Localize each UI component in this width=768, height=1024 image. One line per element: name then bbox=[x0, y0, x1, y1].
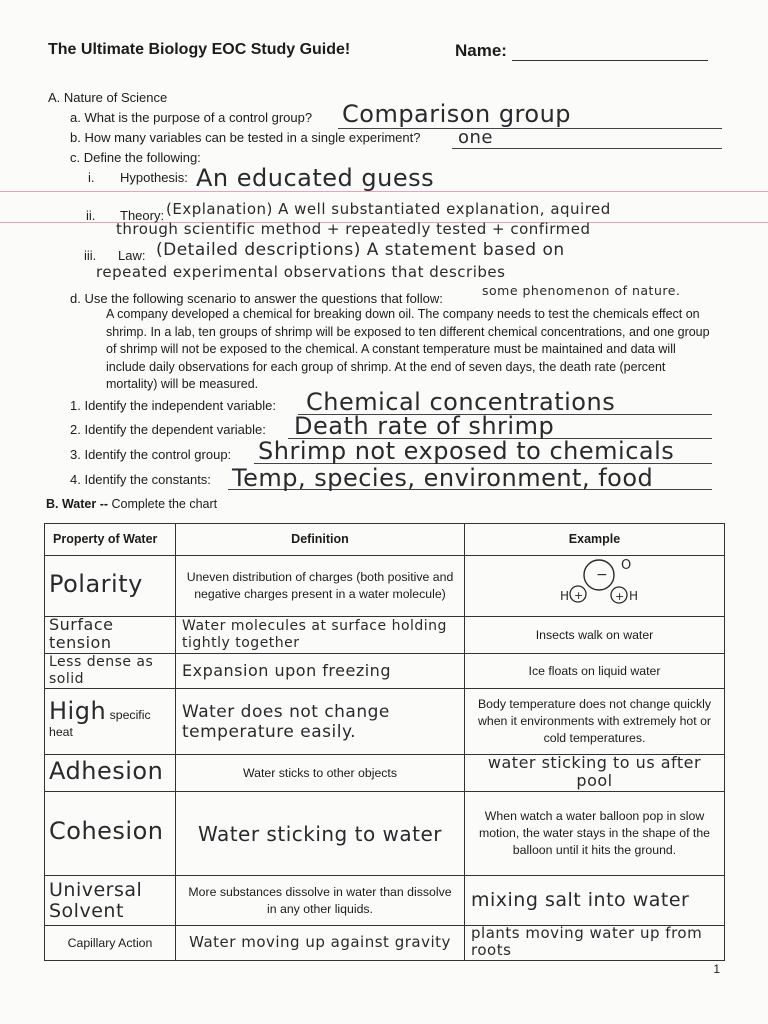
example-cell[interactable] bbox=[465, 926, 725, 961]
section-b-instruction: Complete the chart bbox=[108, 497, 218, 511]
hypothesis-label: Hypothesis: bbox=[120, 170, 188, 185]
question-b: b. How many variables can be tested in a single experiment? bbox=[70, 130, 421, 145]
property-high[interactable]: High bbox=[49, 696, 107, 725]
scenario-paragraph: A company developed a chemical for breaking down oil. The company needs to test the chemicals effect on shrimp. In a lab, ten groups of shrimp will be exposed to ten different chemical concentrations, and one group of shrimp will not be exposed to the chemical. A constant temperature must be maintained and data will include daily observations for each group of shrimp. At the end of seven days, the death rate (percent mortality) will be measured. bbox=[106, 307, 710, 391]
example-universal-solvent[interactable]: mixing salt into water bbox=[471, 889, 690, 911]
question-1: 1. Identify the independent variable: bbox=[70, 398, 276, 413]
name-blank[interactable] bbox=[512, 60, 708, 61]
answer-2[interactable]: Death rate of shrimp bbox=[294, 412, 555, 440]
plus-sign: + bbox=[573, 589, 583, 602]
question-c: c. Define the following: bbox=[70, 150, 201, 165]
hydrogen-label: H bbox=[559, 589, 569, 603]
definition-cell[interactable] bbox=[176, 654, 465, 689]
property-cell[interactable] bbox=[45, 654, 176, 689]
column-header: Example bbox=[465, 524, 725, 556]
hypothesis-answer[interactable]: An educated guess bbox=[196, 164, 435, 192]
law-label: Law: bbox=[118, 248, 146, 263]
property-cell: Capillary Action bbox=[45, 926, 176, 961]
law-answer-3[interactable]: some phenomenon of nature. bbox=[482, 283, 681, 298]
column-header: Property of Water bbox=[45, 524, 176, 556]
table-row bbox=[45, 556, 725, 617]
question-a: a. What is the purpose of a control group? bbox=[70, 110, 313, 125]
property-specific-heat: specific heat bbox=[49, 707, 151, 739]
definition-cell: More substances dissolve in water than dissolve in any other liquids. bbox=[176, 876, 465, 926]
property-cohesion[interactable]: Cohesion bbox=[49, 817, 164, 845]
table-header-row bbox=[45, 524, 725, 556]
example-cell: Body temperature does not change quickly when it environments with extremely hot or cold temperatures. bbox=[465, 689, 725, 755]
property-polarity[interactable]: Polarity bbox=[49, 569, 143, 598]
property-cell[interactable] bbox=[45, 792, 176, 876]
definition-cell: Uneven distribution of charges (both positive and negative charges present in a water molecule) bbox=[176, 556, 465, 617]
table-row bbox=[45, 926, 725, 961]
question-4: 4. Identify the constants: bbox=[70, 472, 211, 487]
example-cell: Ice floats on liquid water bbox=[465, 654, 725, 689]
example-adhesion[interactable]: water sticking to us after pool bbox=[487, 754, 702, 790]
property-cell[interactable] bbox=[45, 617, 176, 654]
property-cell[interactable] bbox=[45, 556, 176, 617]
page-title: The Ultimate Biology EOC Study Guide! bbox=[48, 41, 351, 58]
table-row bbox=[45, 654, 725, 689]
table-row bbox=[45, 689, 725, 755]
column-header: Definition bbox=[176, 524, 465, 556]
example-cell: Insects walk on water bbox=[465, 617, 725, 654]
definition-cell: Water sticks to other objects bbox=[176, 755, 465, 792]
property-less-dense[interactable]: Less dense as solid bbox=[49, 654, 154, 687]
theory-answer-2[interactable]: through scientific method + repeatedly tested + confirmed bbox=[116, 220, 591, 238]
definition-surface-tension[interactable]: Water molecules at surface holding tightly together bbox=[182, 618, 447, 651]
table-row bbox=[45, 792, 725, 876]
definition-capillary[interactable]: Water moving up against gravity bbox=[189, 932, 451, 951]
example-cell[interactable] bbox=[465, 876, 725, 926]
definition-specific-heat[interactable]: Water does not change temperature easily. bbox=[182, 701, 390, 742]
minus-sign: − bbox=[595, 567, 608, 583]
table-row bbox=[45, 755, 725, 792]
definition-cohesion[interactable]: Water sticking to water bbox=[197, 821, 443, 846]
hydrogen-label: H bbox=[628, 589, 638, 603]
property-surface-tension[interactable]: Surface tension bbox=[49, 616, 114, 652]
question-3: 3. Identify the control group: bbox=[70, 447, 232, 462]
property-universal-solvent[interactable]: Universal Solvent bbox=[49, 878, 143, 922]
answer-a[interactable]: Comparison group bbox=[342, 100, 572, 128]
theory-label: Theory: bbox=[120, 208, 165, 223]
table-row bbox=[45, 617, 725, 654]
answer-1[interactable]: Chemical concentrations bbox=[306, 388, 616, 416]
hypothesis-num: i. bbox=[88, 170, 95, 185]
answer-4[interactable]: Temp, species, environment, food bbox=[232, 464, 654, 492]
law-answer-1[interactable]: (Detailed descriptions) A statement based on bbox=[156, 240, 565, 260]
water-properties-table bbox=[44, 523, 725, 961]
law-num: iii. bbox=[84, 248, 97, 263]
answer-line bbox=[452, 148, 722, 149]
theory-answer-1[interactable]: (Explanation) A well substantiated explanation, aquired bbox=[166, 200, 611, 218]
section-b-label: B. Water -- bbox=[46, 497, 109, 511]
oxygen-label: O bbox=[620, 558, 631, 573]
definition-cell[interactable] bbox=[176, 792, 465, 876]
property-cell[interactable] bbox=[45, 689, 176, 755]
definition-cell[interactable] bbox=[176, 689, 465, 755]
example-cell[interactable] bbox=[465, 556, 725, 617]
answer-b[interactable]: one bbox=[458, 127, 493, 148]
section-a-heading: A. Nature of Science bbox=[48, 90, 168, 105]
water-molecule-diagram bbox=[535, 557, 655, 615]
plus-sign: + bbox=[614, 590, 624, 603]
example-capillary[interactable]: plants moving water up from roots bbox=[471, 925, 703, 959]
property-cell[interactable] bbox=[45, 755, 176, 792]
question-2: 2. Identify the dependent variable: bbox=[70, 422, 266, 437]
answer-line bbox=[338, 128, 722, 129]
definition-cell[interactable] bbox=[176, 926, 465, 961]
example-cell[interactable] bbox=[465, 755, 725, 792]
name-label: Name: bbox=[455, 41, 507, 60]
property-cell[interactable] bbox=[45, 876, 176, 926]
law-answer-2[interactable]: repeated experimental observations that describes bbox=[96, 263, 506, 281]
example-cell: When watch a water balloon pop in slow motion, the water stays in the shape of the balloon until it hits the ground. bbox=[465, 792, 725, 876]
table-row bbox=[45, 876, 725, 926]
question-d: d. Use the following scenario to answer the questions that follow: bbox=[70, 291, 443, 306]
section-b-heading bbox=[46, 497, 217, 511]
theory-num: ii. bbox=[86, 208, 96, 223]
definition-cell[interactable] bbox=[176, 617, 465, 654]
page-number: 1 bbox=[713, 962, 720, 976]
definition-less-dense[interactable]: Expansion upon freezing bbox=[182, 660, 391, 680]
property-adhesion[interactable]: Adhesion bbox=[49, 756, 164, 785]
answer-3[interactable]: Shrimp not exposed to chemicals bbox=[258, 437, 675, 465]
